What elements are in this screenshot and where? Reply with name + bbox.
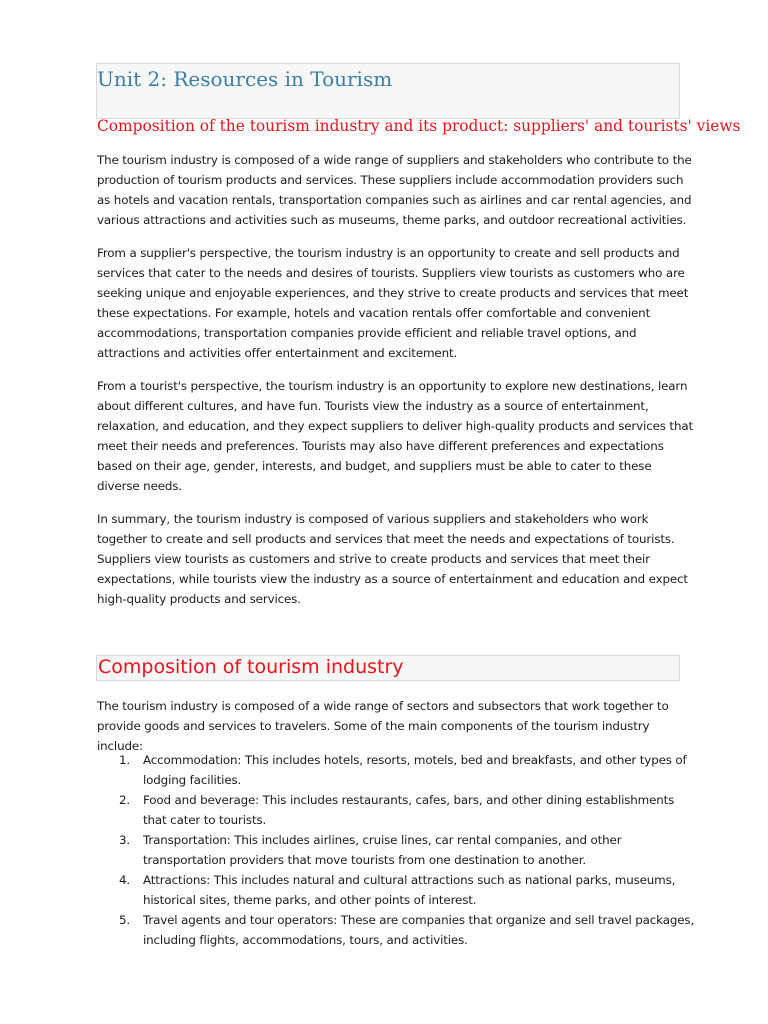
list-number: 2. xyxy=(119,793,131,807)
section-heading-box xyxy=(96,655,680,681)
list-item xyxy=(97,910,697,950)
list-item-text: Food and beverage: This includes restaurants, cafes, bars, and other dining establishments that cater to tourists. xyxy=(143,793,675,827)
paragraph-2: From a supplier's perspective, the tourism industry is an opportunity to create and sell products and services that cater to the needs and desires of tourists. Suppliers view tourists as customers who are seeking unique and enjoyable experiences, and they strive to create products and services that meet these expectations. For example, hotels and vacation rentals offer comfortable and convenient accommodations, transportation companies provide efficient and reliable travel options, and attractions and activities offer entertainment and excitement. xyxy=(97,246,689,360)
list-item-text: Attractions: This includes natural and cultural attractions such as national parks, museums, historical sites, theme parks, and other points of interest. xyxy=(143,873,676,907)
list-item xyxy=(97,870,697,910)
list-item-text: Transportation: This includes airlines, cruise lines, car rental companies, and other transportation providers that move tourists from one destination to another. xyxy=(143,833,622,867)
components-list xyxy=(97,750,697,950)
title-box xyxy=(96,63,680,119)
list-number: 3. xyxy=(119,833,131,847)
list-item-text: Travel agents and tour operators: These are companies that organize and sell travel packages, including flights, accommodations, tours, and activities. xyxy=(143,913,695,947)
subtitle: Composition of the tourism industry and its product: suppliers' and tourists' views xyxy=(97,117,741,135)
section-title: Composition of tourism industry xyxy=(98,656,404,678)
list-number: 5. xyxy=(119,913,131,927)
list-item xyxy=(97,830,697,870)
list-item xyxy=(97,750,697,790)
paragraph-3: From a tourist's perspective, the tourism industry is an opportunity to explore new destinations, learn about different cultures, and have fun. Tourists view the industry as a source of entertainment, relaxation, and education, and they expect suppliers to deliver high-quality products and services that meet their needs and preferences. Tourists may also have different preferences and expectations based on their age, gender, interests, and budget, and suppliers must be able to cater to these diverse needs. xyxy=(97,379,693,493)
paragraph-4: In summary, the tourism industry is composed of various suppliers and stakeholders who work together to create and sell products and services that meet the needs and expectations of tourists. Suppliers view tourists as customers and strive to create products and services that meet their expectations, while tourists view the industry as a source of entertainment and education and expect high-quality products and services. xyxy=(97,512,688,606)
list-number: 1. xyxy=(119,753,131,767)
paragraph-1: The tourism industry is composed of a wide range of suppliers and stakeholders who contribute to the production of tourism products and services. These suppliers include accommodation providers such as hotels and vacation rentals, transportation companies such as airlines and car rental agencies, and various attractions and activities such as museums, theme parks, and outdoor recreational activities. xyxy=(97,153,692,227)
page-title: Unit 2: Resources in Tourism xyxy=(97,67,393,91)
list-item xyxy=(97,790,697,830)
list-item-text: Accommodation: This includes hotels, resorts, motels, bed and breakfasts, and other types of lodging facilities. xyxy=(143,753,687,787)
document-page xyxy=(97,63,741,947)
list-number: 4. xyxy=(119,873,131,887)
section-intro: The tourism industry is composed of a wide range of sectors and subsectors that work together to provide goods and services to travelers. Some of the main components of the tourism industry include: xyxy=(97,699,669,753)
